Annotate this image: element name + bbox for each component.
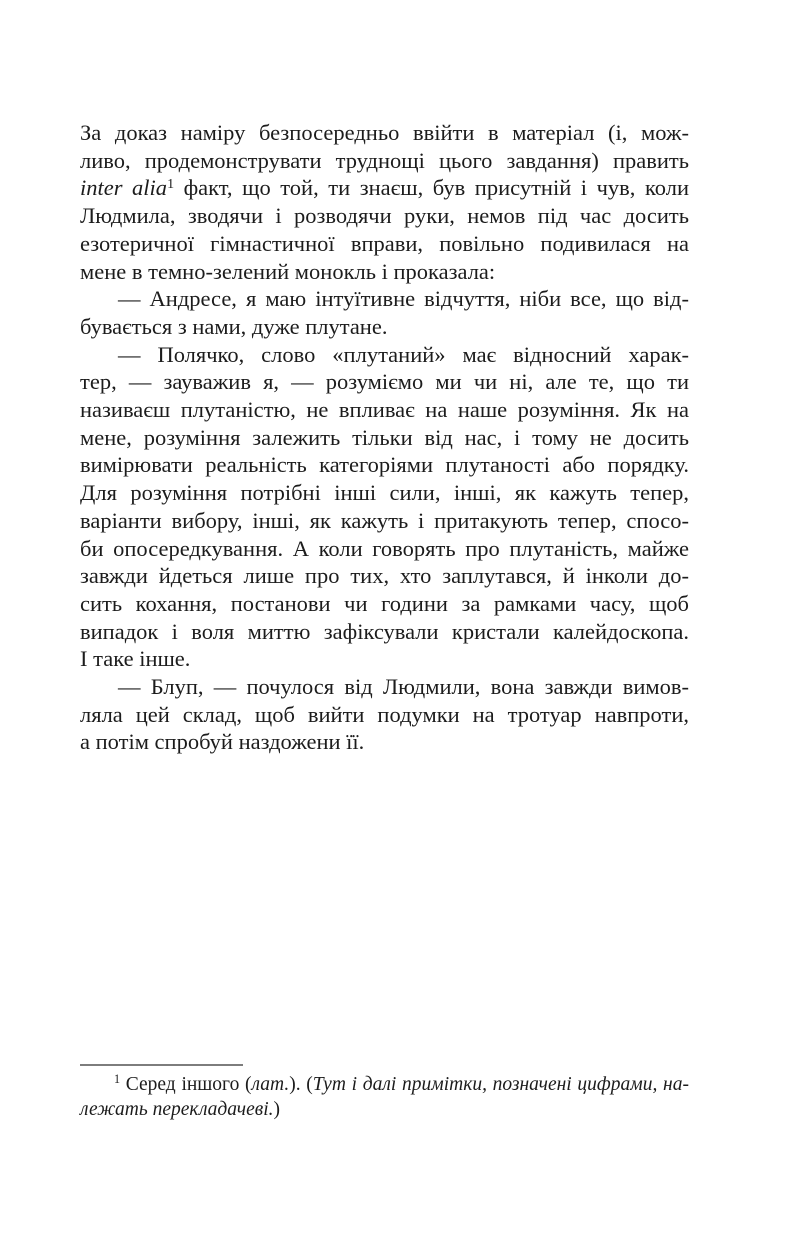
text-line [80,174,689,202]
text-line [80,396,689,424]
text-line [80,673,689,701]
text-line [80,424,689,452]
footnote [80,1072,689,1122]
text-segment: За доказ наміру безпосередньо ввійти в матеріал (і, мож- [80,120,689,145]
text-segment: випадок і воля миттю зафіксували кристали калейдоскопа. [80,618,689,644]
text-line [80,1097,689,1122]
text-line [80,313,689,341]
text-line [80,507,689,535]
text-segment: тер, — зауважив я, — розуміємо ми чи ні, але те, що ти [80,369,689,395]
text-line [80,451,689,479]
text-line [80,562,689,590]
text-line [80,479,689,507]
text-line [80,285,689,313]
text-line [80,645,689,673]
text-segment: ливо, продемонструвати труднощі цього завдання) править [80,147,689,173]
text-line [80,202,689,230]
text-line [80,728,689,756]
paragraph [80,285,689,340]
text-segment: факт, що той, ти знаєш, був присутній і чув, коли [174,175,689,201]
text-segment: а потім спробуй наздожени її. [80,729,365,755]
text-segment: Тут і далі примітки, позначені цифрами, на- [312,1074,689,1095]
text-segment: — Андресе, я маю інтуїтивне відчуття, ніби все, що від- [118,286,689,312]
paragraph [80,341,689,673]
text-line [80,618,689,646]
body-text [80,119,689,756]
text-line [80,341,689,369]
text-segment: — Полячко, слово «плутаний» має відносний харак- [118,341,689,367]
text-segment: Для розуміння потрібні інші сили, інші, як кажуть тепер, [80,480,689,506]
text-segment: сить кохання, постанови чи години за рамками часу, щоб [80,590,689,616]
text-line [80,368,689,396]
text-line [80,147,689,175]
text-segment: завжди йдеться лише про тих, хто заплутався, й інколи до- [80,563,689,589]
footnote-reference: 1 [167,176,175,192]
text-segment: мене в темно-зелений монокль і проказала: [80,258,496,284]
text-line [80,1072,689,1097]
footnote-rule [80,1064,243,1066]
footnote-reference: 1 [114,1072,121,1087]
text-segment: мене, розуміння залежить тільки від нас, і тому не досить [80,424,689,450]
text-line [80,535,689,563]
text-segment: вимірювати реальність категоріями плутаності або порядку. [80,452,689,478]
text-segment: варіанти вибору, інші, як кажуть і притакують тепер, спосо- [80,507,689,533]
text-segment: бувається з нами, дуже плутане. [80,313,388,339]
text-segment: би опосередкування. А коли говорять про плутаність, майже [80,535,689,561]
text-line [80,230,689,258]
text-segment: називаєш плутаністю, не впливає на наше розуміння. Як на [80,397,689,423]
text-segment: ) [273,1099,281,1120]
text-segment: Людмила, зводячи і розводячи руки, немов під час досить [80,203,689,229]
text-segment: ). ( [289,1074,313,1095]
text-line [80,590,689,618]
text-line [80,258,689,286]
text-segment: лежать перекладачеві. [80,1099,274,1120]
text-segment: — Блуп, — почулося від Людмили, вона завжди вимов- [118,674,689,700]
text-segment: Серед іншого ( [120,1074,252,1095]
text-segment: І таке інше. [80,646,191,672]
text-line [80,119,689,147]
text-segment: лат. [251,1074,290,1095]
text-line [80,701,689,729]
paragraph [80,673,689,756]
text-segment: inter alia [80,175,168,201]
text-segment: ляла цей склад, щоб вийти подумки на тротуар навпроти, [80,701,689,727]
paragraph [80,119,689,285]
text-segment: езотеричної гімнастичної вправи, повільно подивилася на [80,230,689,256]
